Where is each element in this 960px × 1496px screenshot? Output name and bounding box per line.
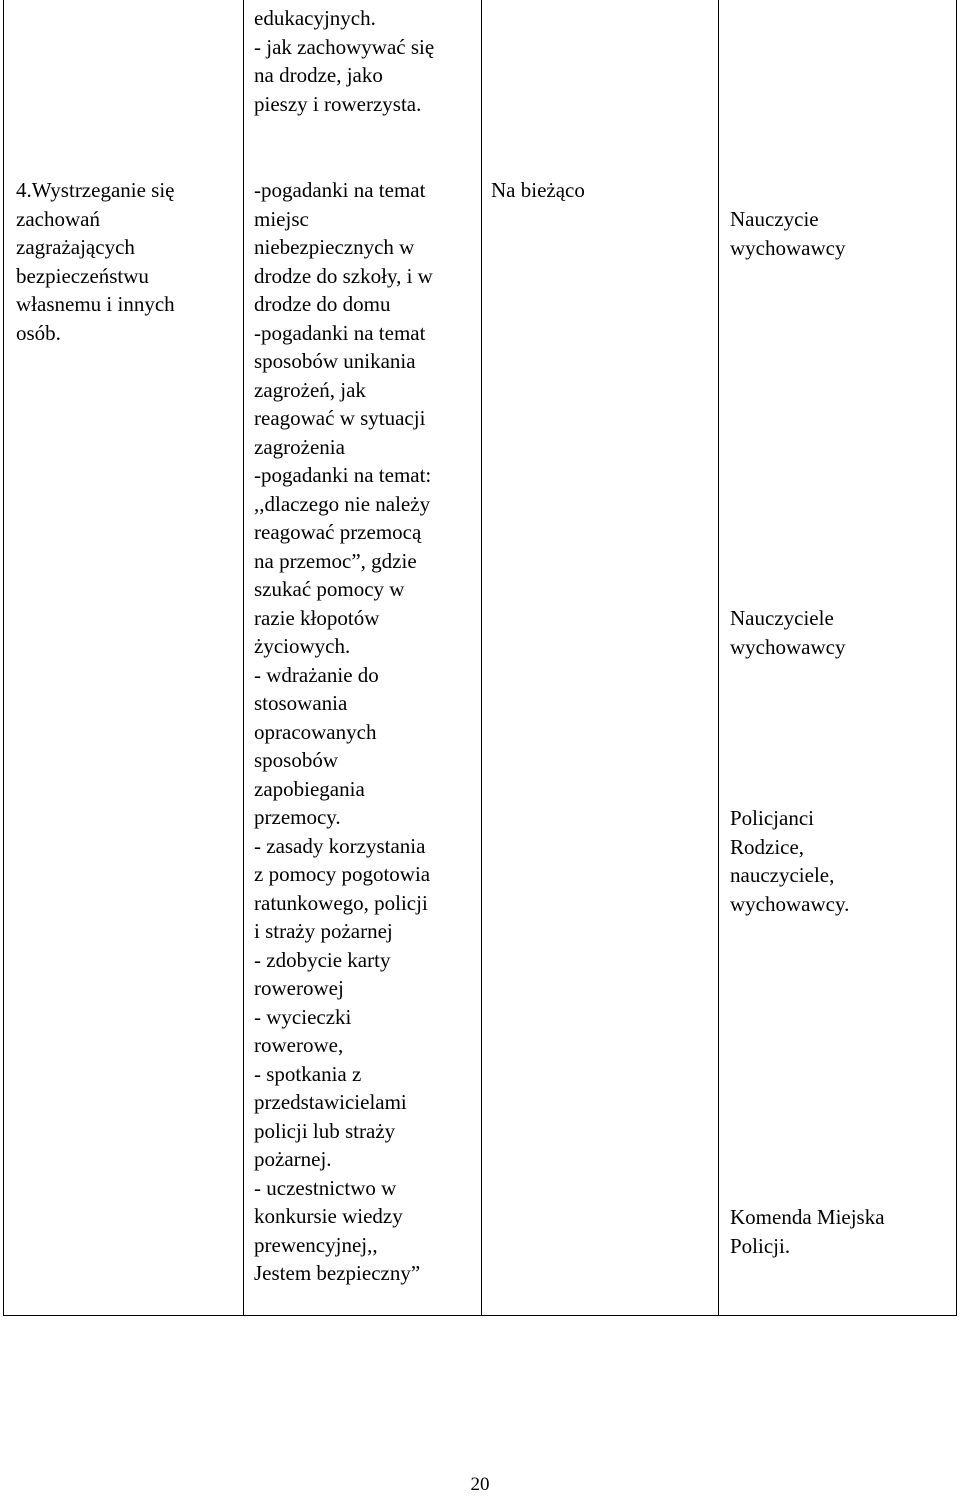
cell-line: opracowanych xyxy=(254,719,377,744)
cell-line: reagować w sytuacji xyxy=(254,406,426,430)
cell-line: z pomocy pogotowia xyxy=(254,862,431,886)
column-divider-1 xyxy=(243,0,244,1316)
cell-line: 4.Wystrzeganie się xyxy=(16,178,175,202)
cell-line: niebezpiecznych w xyxy=(254,235,415,259)
cell-line: przemocy. xyxy=(254,805,341,829)
cell-line: na drodze, jako xyxy=(254,63,383,87)
cell-line: życiowych. xyxy=(254,634,351,658)
cell-line: stosowania xyxy=(254,691,348,715)
cell-line: sposobów xyxy=(254,748,339,772)
cell-line: szukać pomocy w xyxy=(254,577,405,601)
cell-line: prewencyjnej,, xyxy=(254,1232,378,1257)
cell-line: zagrożenia xyxy=(254,434,345,459)
row2-responsible-group-1 xyxy=(730,205,845,262)
cell-line: zachowań xyxy=(16,206,100,231)
cell-line: - spotkania z xyxy=(254,1061,362,1086)
cell-line: drodze do szkoły, i w xyxy=(254,263,433,288)
cell-line: miejsc xyxy=(254,206,309,231)
cell-line: wychowawcy. xyxy=(730,891,850,916)
cell-line: edukacyjnych. xyxy=(254,6,376,30)
cell-line: własnemu i innych xyxy=(16,292,175,316)
cell-line: Jestem bezpieczny” xyxy=(254,1261,421,1285)
cell-line: reagować przemocą xyxy=(254,520,422,544)
cell-line: Na bieżąco xyxy=(491,178,585,202)
cell-line: rowerowe, xyxy=(254,1033,344,1057)
cell-line: Komenda Miejska xyxy=(730,1205,885,1229)
row2-forms-cell xyxy=(254,176,433,1288)
cell-line: osób. xyxy=(16,320,61,345)
cell-line: pieszy i rowerzysta. xyxy=(254,91,422,116)
cell-line: - zdobycie karty xyxy=(254,947,391,972)
cell-line: -pogadanki na temat: xyxy=(254,463,432,487)
cell-line: nauczyciele, xyxy=(730,863,835,887)
cell-line: bezpieczeństwu xyxy=(16,263,149,288)
cell-line: Nauczycie xyxy=(730,207,819,231)
cell-line: - wycieczki xyxy=(254,1004,352,1029)
cell-line: i straży pożarnej xyxy=(254,919,393,943)
cell-line: pożarnej. xyxy=(254,1147,332,1171)
cell-line: przedstawicielami xyxy=(254,1090,407,1114)
cell-line: zagrażających xyxy=(16,235,135,259)
cell-line: Policji. xyxy=(730,1233,791,1258)
cell-line: zagrożeń, jak xyxy=(254,377,366,402)
column-divider-2 xyxy=(481,0,482,1316)
row2-responsible-group-3 xyxy=(730,804,849,918)
cell-line: konkursie wiedzy xyxy=(254,1204,403,1228)
row2-responsible-group-2 xyxy=(730,604,845,661)
cell-line: ,,dlaczego nie należy xyxy=(254,491,431,516)
cell-line: - wdrażanie do xyxy=(254,662,379,687)
cell-line: drodze do domu xyxy=(254,292,391,316)
column-divider-3 xyxy=(718,0,719,1316)
cell-line: na przemoc”, gdzie xyxy=(254,548,417,573)
row2-deadline-cell xyxy=(491,176,585,205)
cell-line: -pogadanki na temat xyxy=(254,178,426,202)
cell-line: Nauczyciele xyxy=(730,606,834,630)
row2-task-cell xyxy=(16,176,175,347)
cell-line: zapobiegania xyxy=(254,776,365,801)
cell-line: razie kłopotów xyxy=(254,605,380,630)
cell-line: policji lub straży xyxy=(254,1118,396,1143)
cell-line: - zasady korzystania xyxy=(254,833,426,858)
cell-line: Policjanci xyxy=(730,806,814,830)
row1-forms-cell xyxy=(254,4,434,118)
cell-line: rowerowej xyxy=(254,976,344,1000)
cell-line: -pogadanki na temat xyxy=(254,320,426,345)
cell-line: Rodzice, xyxy=(730,834,805,859)
cell-line: - uczestnictwo w xyxy=(254,1175,397,1200)
row2-responsible-group-4 xyxy=(730,1203,885,1260)
cell-line: wychowawcy xyxy=(730,235,846,260)
cell-line: wychowawcy xyxy=(730,634,846,659)
cell-line: sposobów unikania xyxy=(254,349,416,373)
cell-line: ratunkowego, policji xyxy=(254,890,428,915)
cell-line: - jak zachowywać się xyxy=(254,34,435,59)
page-number: 20 xyxy=(470,1474,490,1495)
